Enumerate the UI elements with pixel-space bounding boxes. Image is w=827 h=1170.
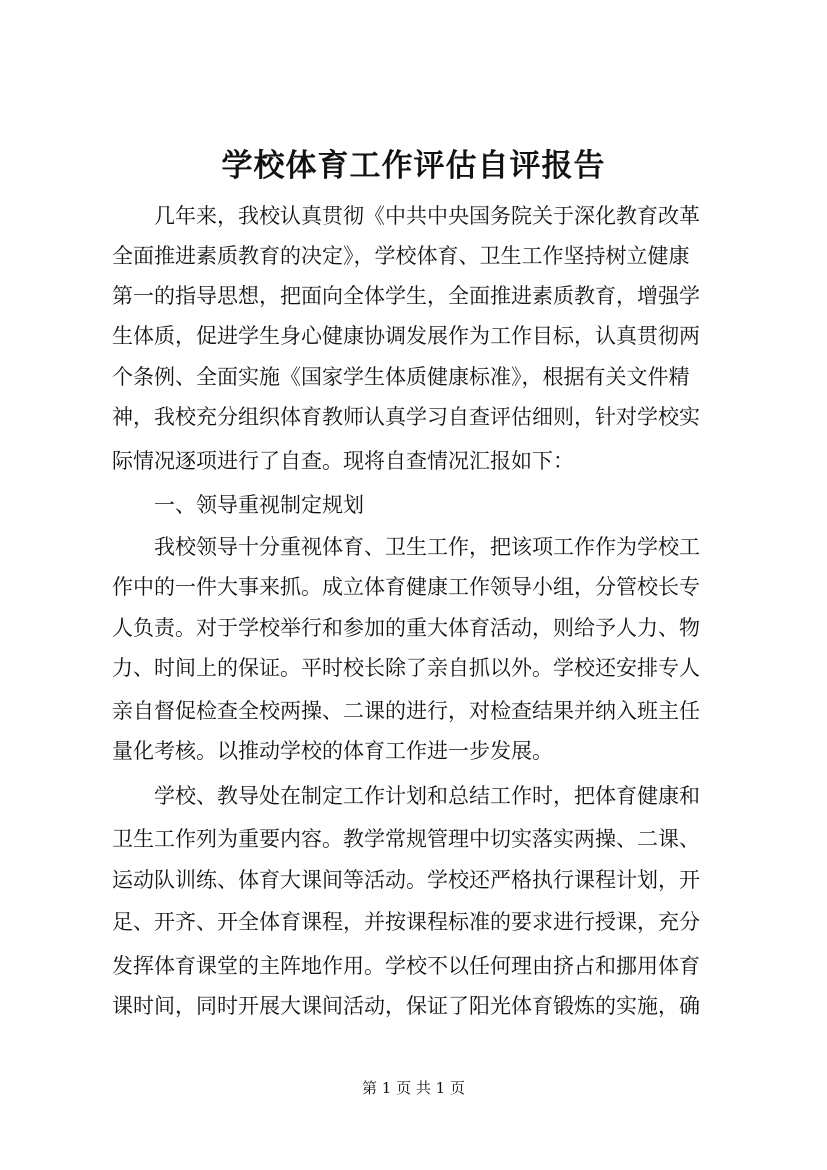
text-line: 全面推进素质教育的决定》，学校体育、卫生工作坚持树立健康 <box>112 244 690 268</box>
text-line: 卫生工作列为重要内容。教学常规管理中切实落实两操、二课、 <box>112 827 700 851</box>
page-footer: 第 1 页 共 1 页 <box>362 1079 465 1097</box>
text-line: 亲自督促检查全校两操、二课的进行，对检查结果并纳入班主任 <box>112 699 700 723</box>
text-line: 学校、教导处在制定工作计划和总结工作时，把体育健康和 <box>112 784 700 808</box>
text-line: 我校领导十分重视体育、卫生工作，把该项工作作为学校工 <box>112 535 700 559</box>
text-line: 足、开齐、开全体育课程，并按课程标准的要求进行授课，充分 <box>112 910 700 934</box>
text-line: 课时间，同时开展大课间活动，保证了阳光体育锻炼的实施，确 <box>112 994 700 1018</box>
text-line: 发挥体育课堂的主阵地作用。学校不以任何理由挤占和挪用体育 <box>112 954 700 978</box>
text-line: 生体质，促进学生身心健康协调发展作为工作目标，认真贯彻两 <box>112 324 700 348</box>
text-line: 作中的一件大事来抓。成立体育健康工作领导小组，分管校长专 <box>112 575 700 599</box>
text-line: 几年来，我校认真贯彻《中共中央国务院关于深化教育改革 <box>112 204 700 228</box>
text-line: 神，我校充分组织体育教师认真学习自查评估细则，针对学校实 <box>112 405 700 429</box>
text-line: 第一的指导思想，把面向全体学生，全面推进素质教育，增强学 <box>112 284 700 308</box>
text-line: 人负责。对于学校举行和参加的重大体育活动，则给予人力、物 <box>112 616 700 640</box>
document-title: 学校体育工作评估自评报告 <box>221 148 606 184</box>
text-line: 量化考核。以推动学校的体育工作进一步发展。 <box>112 739 553 763</box>
section-heading: 一、领导重视制定规划 <box>112 493 364 517</box>
text-line: 际情况逐项进行了自查。现将自查情况汇报如下： <box>112 449 574 473</box>
text-line: 力、时间上的保证。平时校长除了亲自抓以外。学校还安排专人 <box>112 656 700 680</box>
text-line: 个条例、全面实施《国家学生体质健康标准》，根据有关文件精 <box>112 365 690 389</box>
text-line: 运动队训练、体育大课间等活动。学校还严格执行课程计划，开 <box>112 868 700 892</box>
